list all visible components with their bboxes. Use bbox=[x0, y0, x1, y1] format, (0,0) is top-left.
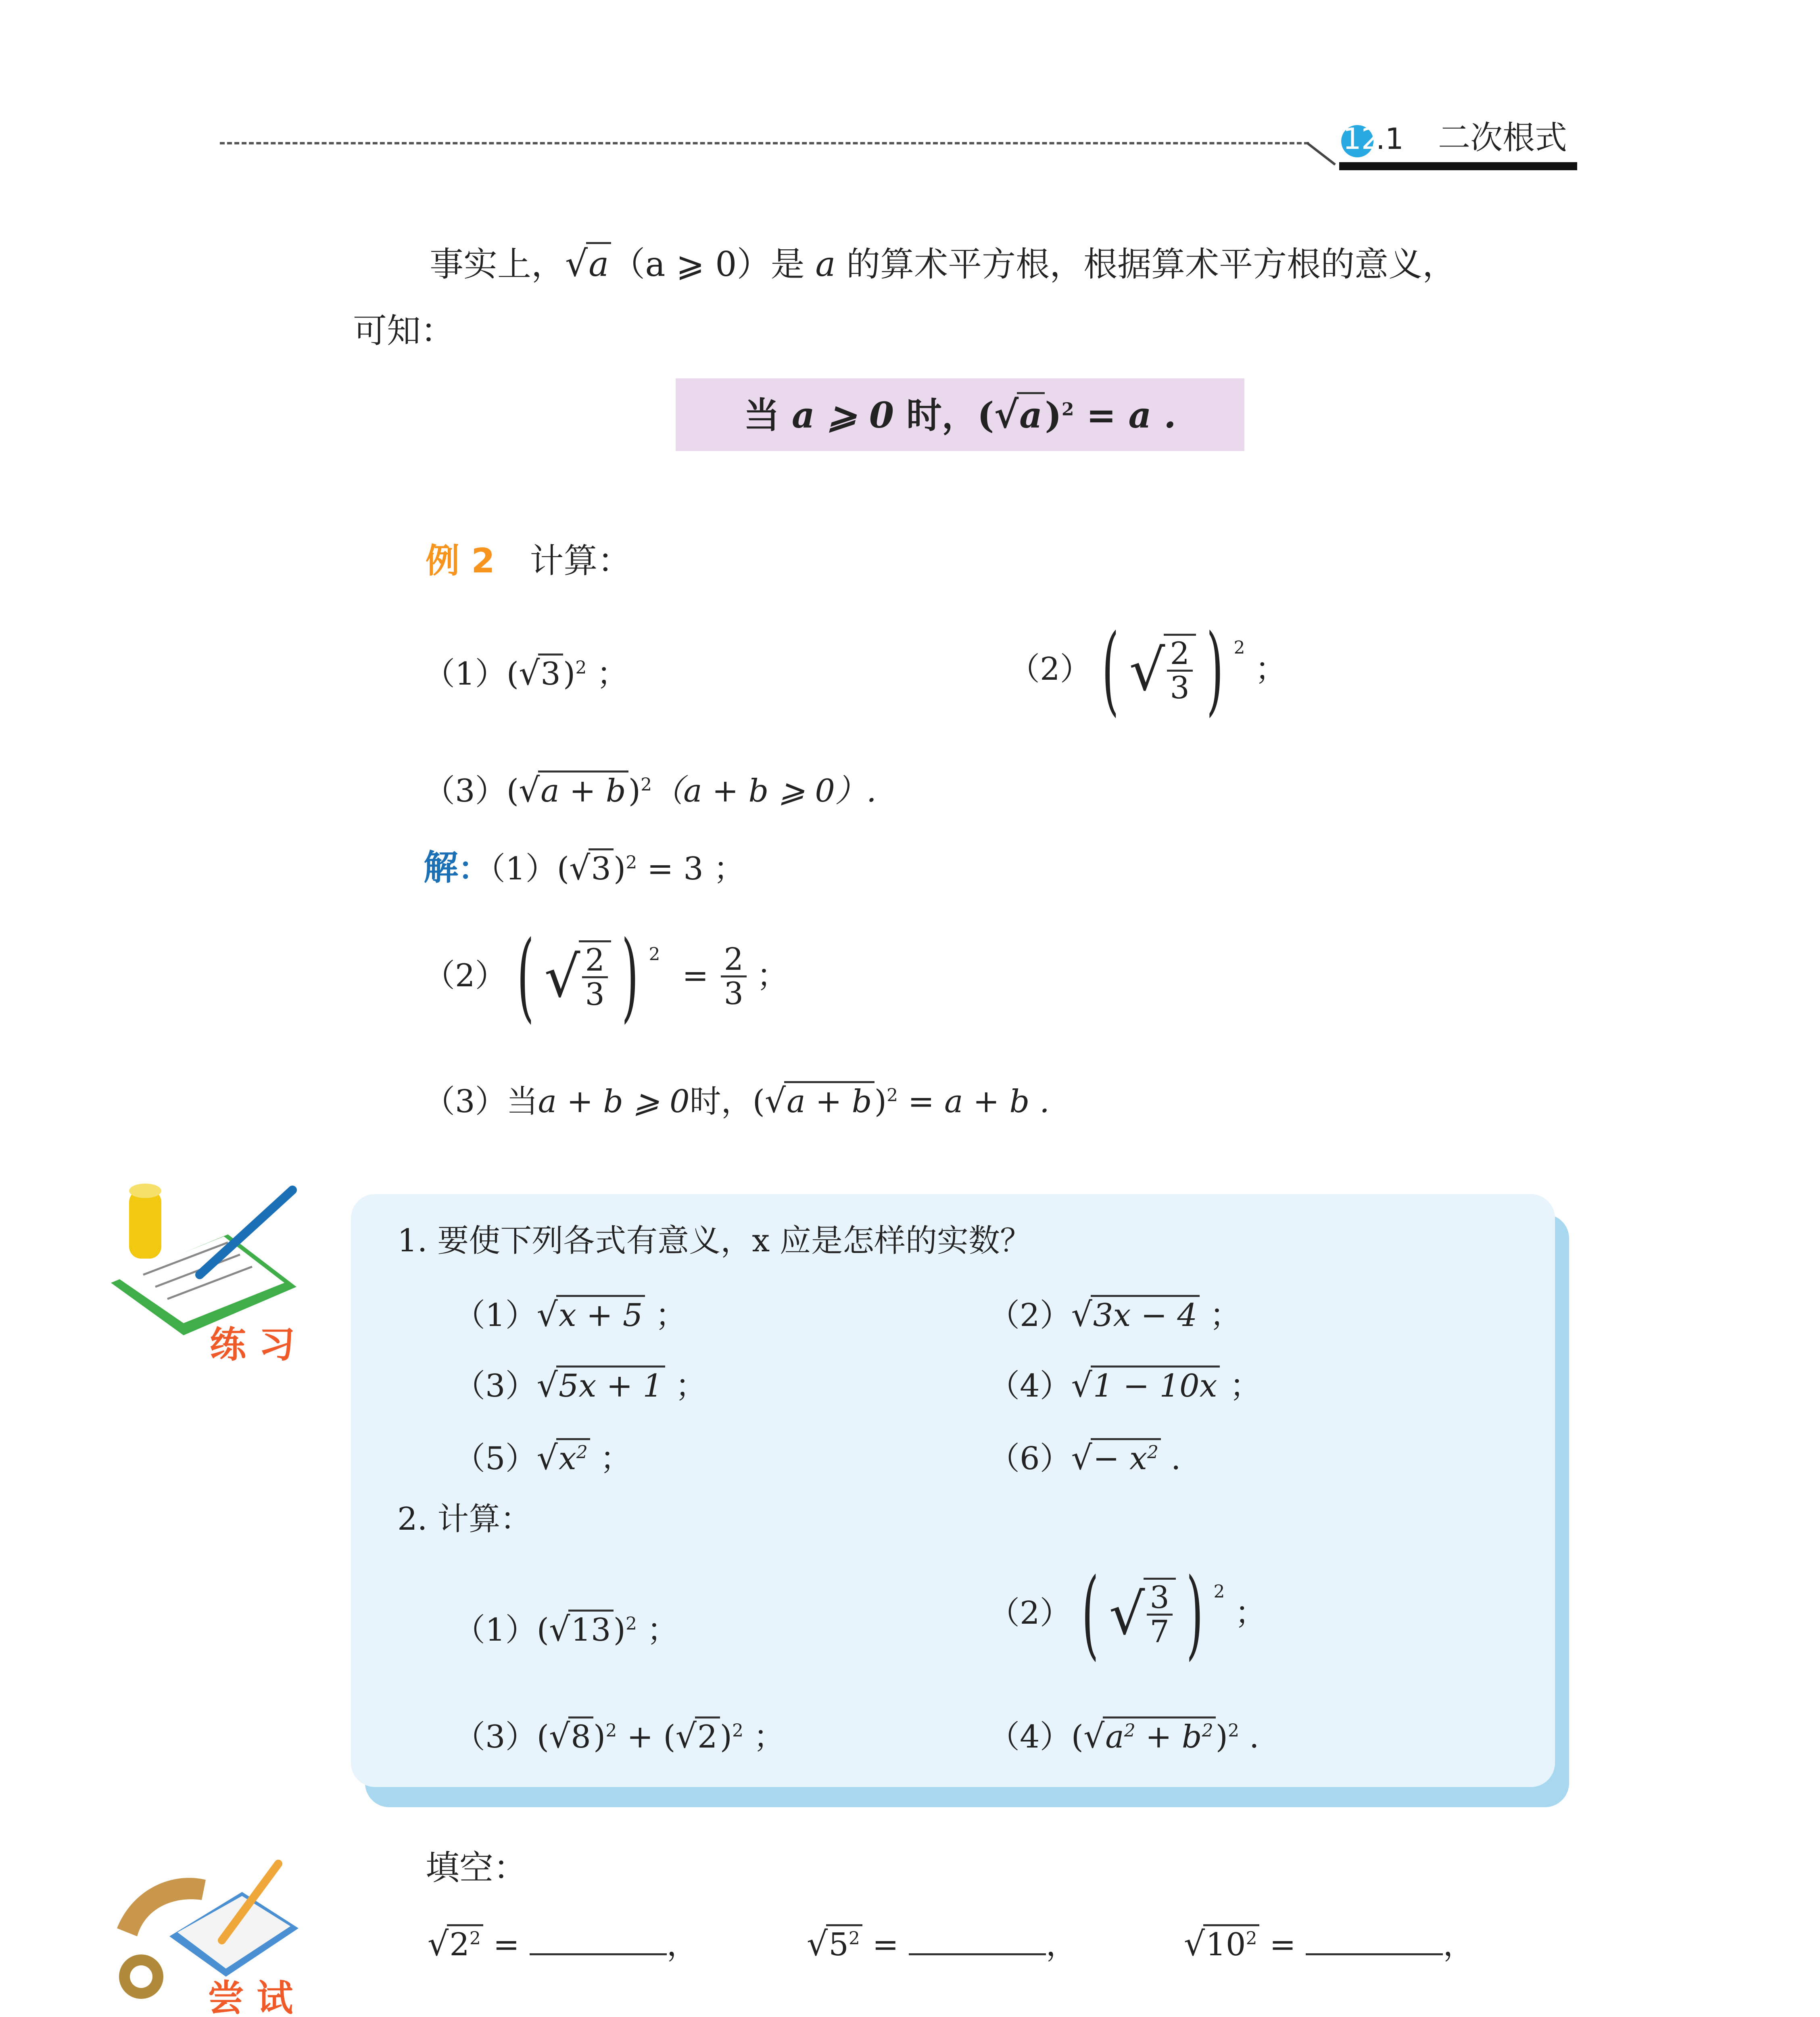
solution-label: 解 bbox=[424, 848, 458, 888]
try-it-blank-2: $√5^2$ = ， bbox=[807, 1925, 1077, 1963]
try-it-blank-1: $√2^2$ = ， bbox=[428, 1925, 698, 1963]
try-it-blank-3: $√10^2$ = ， bbox=[1184, 1925, 1475, 1963]
practice-q1-item-6: $(6)√- x^2$ . bbox=[988, 1439, 1181, 1477]
practice-q2-item-2: （2） ( √ $\frac{3}{7}$ ) $^2$ ； bbox=[988, 1557, 1267, 1670]
try-it-icon-label: 尝 试 bbox=[208, 1977, 293, 2017]
practice-question-2: 2. 计算： bbox=[397, 1501, 532, 1537]
practice-q2-item-4: $(4)(√a^2 + b^2)^2$ . bbox=[988, 1717, 1259, 1756]
solution-part-3: （3）当a + b ⩾ 0时，$(√a + b)^2 = a + b$ . bbox=[424, 1082, 1050, 1120]
section-number: 12 bbox=[1343, 122, 1380, 156]
solution-part-2: （2） ( √ $\frac{2}{3}$ ) $^2$ = $\frac{2}{3}$ ； bbox=[424, 920, 788, 1033]
header-underline bbox=[1339, 162, 1577, 170]
example-2-part-1: $(1)(√3)^2$ ； bbox=[424, 654, 628, 693]
practice-q1-item-2: （2）√3x − 4 ； bbox=[988, 1296, 1241, 1334]
example-label: 例 2 bbox=[426, 541, 495, 580]
practice-q1-item-3: （3）√5x + 1 ； bbox=[454, 1366, 707, 1405]
solution-part-1: 解：$(1)(√3)^2 = 3$ ； bbox=[424, 848, 745, 888]
sqrt-a-formula: √a bbox=[994, 392, 1045, 437]
answer-blank[interactable] bbox=[1306, 1949, 1443, 1955]
section-number-suffix: .1 bbox=[1376, 122, 1404, 156]
practice-q1-item-5: $(5)√x^2$ ； bbox=[454, 1439, 632, 1477]
header-dashed-rule bbox=[220, 142, 1309, 144]
answer-blank[interactable] bbox=[909, 1949, 1046, 1955]
practice-q1-item-1: （1）√x + 5 ； bbox=[454, 1296, 687, 1334]
practice-box bbox=[351, 1194, 1555, 1787]
formula-box: 当 a ⩾ 0 时，$(√a)^2 = a$ . bbox=[676, 378, 1244, 451]
answer-blank[interactable] bbox=[530, 1949, 667, 1955]
practice-question-1: 1. 要使下列各式有意义，x 应是怎样的实数？ bbox=[397, 1223, 1031, 1259]
practice-q2-item-3: $(3)(√8)^2 + (√2)^2$ ； bbox=[454, 1717, 785, 1756]
sqrt-a: √a bbox=[565, 242, 611, 285]
example-2-part-2: （2） ( √ $\frac{2}{3}$ ) $^2$ ； bbox=[1008, 613, 1287, 726]
practice-q2-item-1: $(1)(√13)^2$ ； bbox=[454, 1610, 678, 1649]
practice-q1-item-4: （4）√1 − 10x ； bbox=[988, 1366, 1261, 1405]
intro-line-2: 可知： bbox=[353, 311, 455, 351]
try-it-title: 填空： bbox=[426, 1848, 528, 1888]
practice-icon-label: 练 习 bbox=[210, 1324, 295, 1366]
section-title: 二次根式 bbox=[1438, 119, 1567, 157]
intro-line-1: 事实上，√a（a ⩾ 0）是 a 的算术平方根，根据算术平方根的意义， bbox=[430, 243, 1457, 284]
example-2-heading: 例 2 计算： bbox=[426, 541, 632, 580]
example-2-part-3: $(3)(√a + b)^2(a + b$ ⩾ 0）. bbox=[424, 771, 877, 810]
